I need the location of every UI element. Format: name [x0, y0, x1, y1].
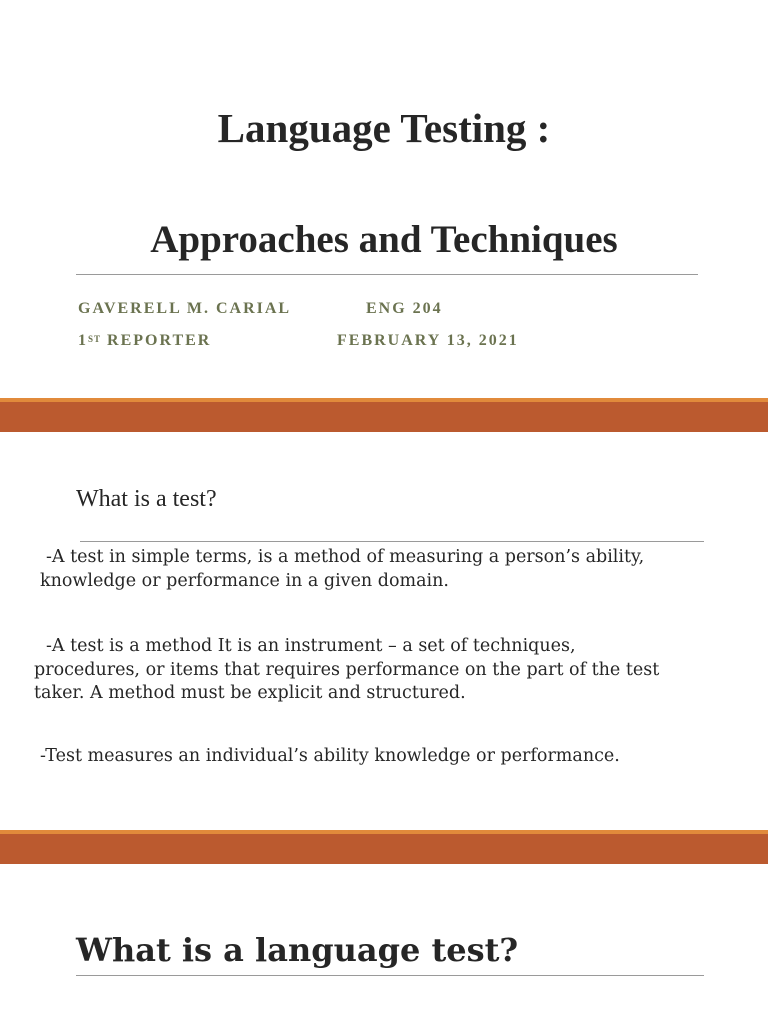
role-number: 1: [78, 332, 88, 349]
what-is-test-heading: What is a test?: [76, 486, 217, 512]
slide-subtitle-heading: Approaches and Techniques: [150, 218, 618, 261]
definition-paragraph-1-line-2: knowledge or performance in a given domain.: [40, 571, 449, 591]
role-suffix: ST: [88, 334, 102, 344]
definition-paragraph-2-line-1: -A test is a method It is an instrument – a set of techniques,: [46, 636, 576, 656]
slide-separator: [0, 830, 768, 864]
definition-paragraph-1-line-1: -A test in simple terms, is a method of measuring a person’s ability,: [46, 547, 645, 567]
slide-title-heading: Language Testing :: [217, 105, 551, 151]
definition-paragraph-2-line-3: taker. A method must be explicit and structured.: [34, 683, 466, 703]
title-divider: [76, 274, 698, 275]
slide-separator: [0, 398, 768, 432]
definition-paragraph-2-line-2: procedures, or items that requires performance on the part of the test: [34, 660, 660, 680]
role-label: REPORTER: [107, 332, 212, 349]
language-test-heading: What is a language test?: [76, 931, 519, 969]
heading-divider: [80, 541, 704, 542]
heading-divider: [76, 975, 704, 976]
definition-paragraph-3: -Test measures an individual’s ability knowledge or performance.: [40, 746, 620, 766]
presenter-role: [78, 331, 211, 351]
presenter-name: GAVERELL M. CARIAL: [78, 300, 292, 317]
course-code: ENG 204: [366, 300, 443, 317]
presentation-date: FEBRUARY 13, 2021: [337, 332, 519, 349]
slide-title: [0, 0, 768, 398]
